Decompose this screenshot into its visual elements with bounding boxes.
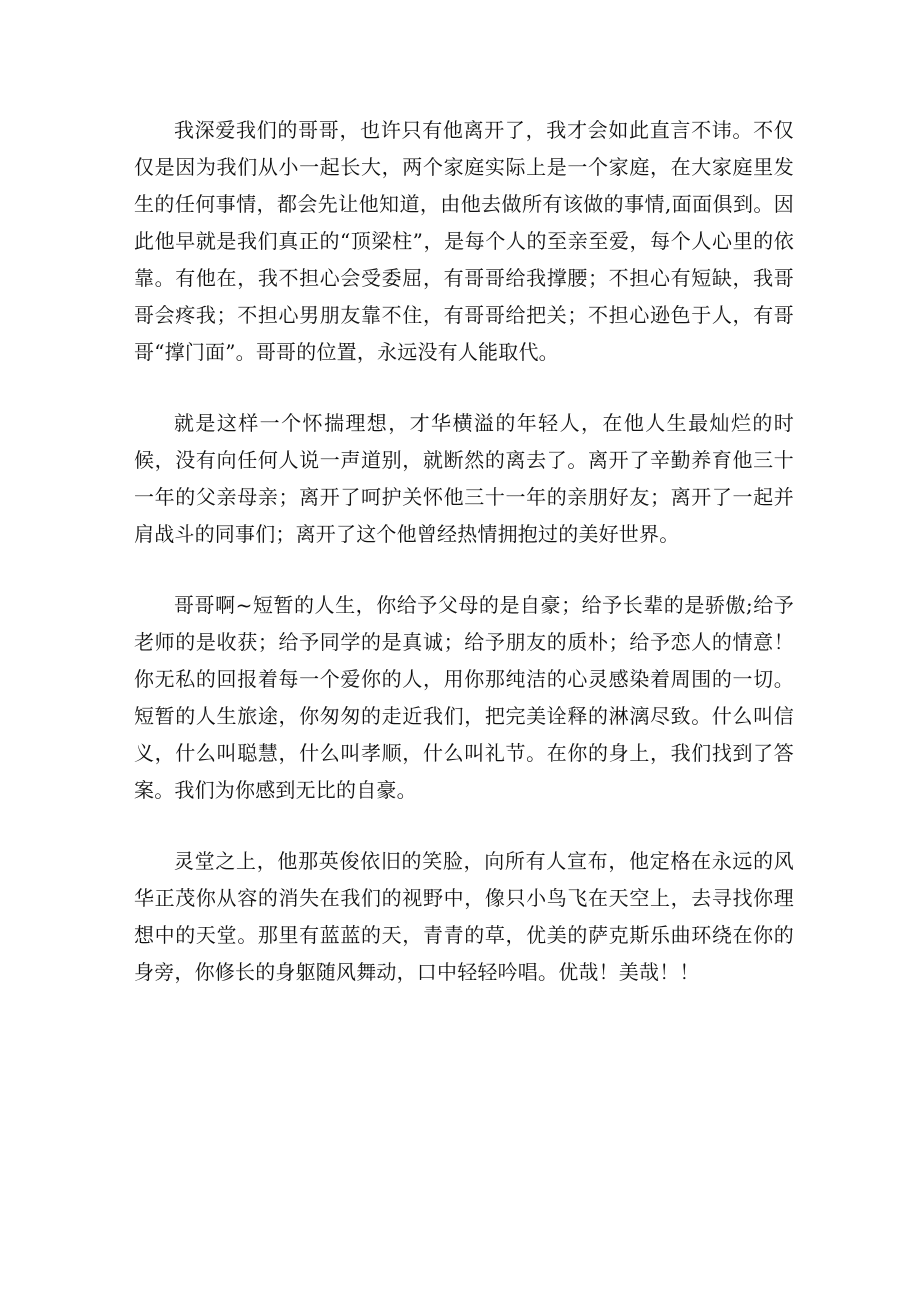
paragraph-3: 哥哥啊~短暂的人生，你给予父母的是自豪；给予长辈的是骄傲;给予老师的是收获；给予同学的是真诚；给予朋友的质朴；给予恋人的情意！你无私的回报着每一个爱你的人，用你那纯洁的心灵感染着周围的一切。短暂的人生旅途，你匆匆的走近我们，把完美诠释的淋漓尽致。什么叫信义，什么叫聪慧，什么叫孝顺，什么叫礼节。在你的身上，我们找到了答案。我们为你感到无比的自豪。 (134, 593, 794, 802)
paragraph-1: 我深爱我们的哥哥，也许只有他离开了，我才会如此直言不讳。不仅仅是因为我们从小一起长大，两个家庭实际上是一个家庭，在大家庭里发生的任何事情，都会先让他知道，由他去做所有该做的事情,面面俱到。因此他早就是我们真正的“顶梁柱”，是每个人的至亲至爱，每个人心里的依靠。有他在，我不担心会受委屈，有哥哥给我撑腰；不担心有短缺，我哥哥会疼我；不担心男朋友靠不住，有哥哥给把关；不担心逊色于人，有哥哥“撑门面”。哥哥的位置，永远没有人能取代。 (134, 118, 794, 364)
paragraph-4: 灵堂之上，他那英俊依旧的笑脸，向所有人宣布，他定格在永远的风华正茂你从容的消失在我们的视野中，像只小鸟飞在天空上，去寻找你理想中的天堂。那里有蓝蓝的天，青青的草，优美的萨克斯乐曲环绕在你的身旁，你修长的身躯随风舞动，口中轻轻吟唱。优哉！美哉！！ (134, 849, 794, 984)
document-body (134, 112, 794, 1025)
paragraph-2: 就是这样一个怀揣理想，才华横溢的年轻人，在他人生最灿烂的时候，没有向任何人说一声道别，就断然的离去了。离开了辛勤养育他三十一年的父亲母亲；离开了呵护关怀他三十一年的亲朋好友；离开了一起并肩战斗的同事们；离开了这个他曾经热情拥抱过的美好世界。 (134, 411, 794, 546)
